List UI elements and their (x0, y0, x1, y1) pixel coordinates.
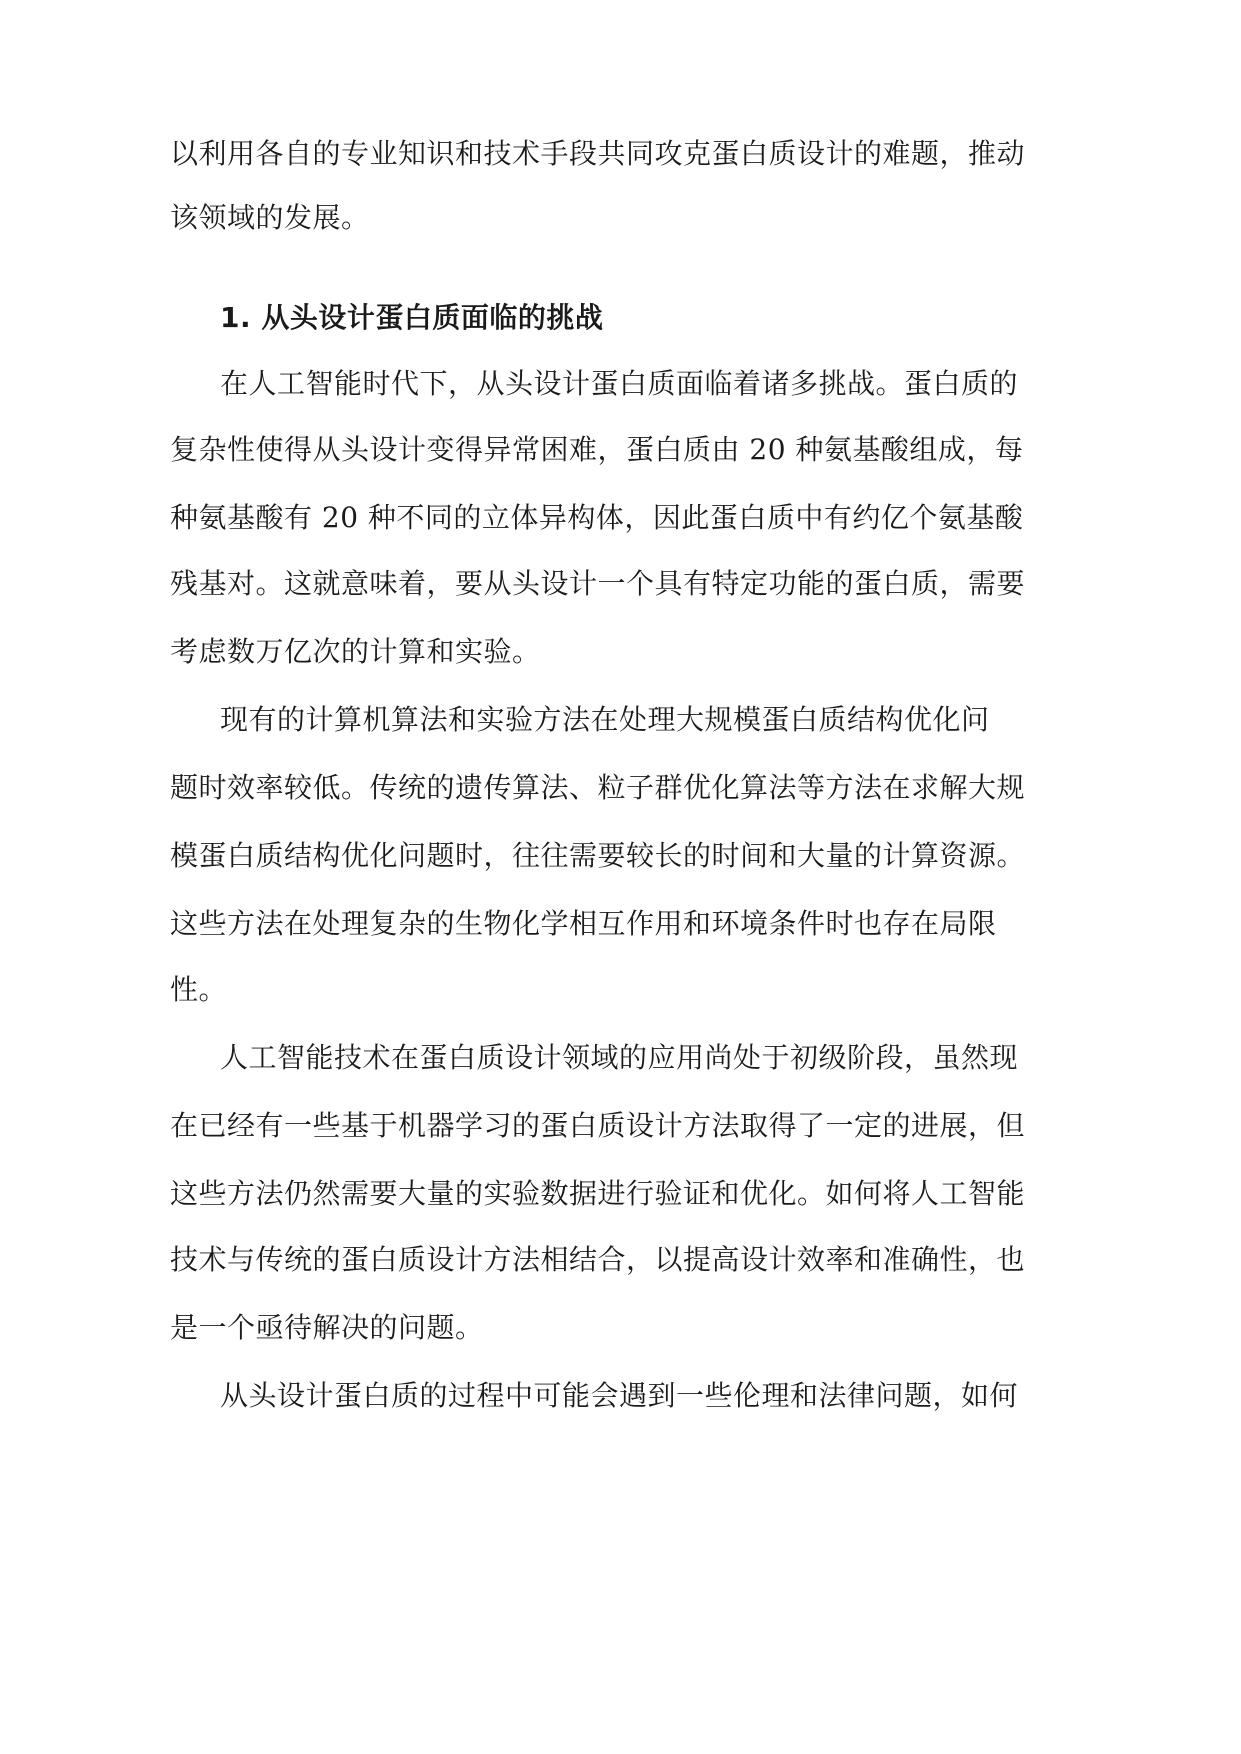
paragraph-line: 从头设计蛋白质的过程中可能会遇到一些伦理和法律问题，如何 (220, 1379, 1019, 1412)
paragraph-line: 这些方法在处理复杂的生物化学相互作用和环境条件时也存在局限 (170, 907, 997, 940)
paragraph-line: 残基对。这就意味着，要从头设计一个具有特定功能的蛋白质，需要 (170, 567, 1026, 600)
paragraph-line: 题时效率较低。传统的遗传算法、粒子群优化算法等方法在求解大规 (170, 771, 1026, 804)
paragraph-line: 现有的计算机算法和实验方法在处理大规模蛋白质结构优化问 (220, 703, 990, 736)
section-heading: 1. 从头设计蛋白质面临的挑战 (220, 301, 604, 334)
paragraph-line: 人工智能技术在蛋白质设计领域的应用尚处于初级阶段，虽然现 (220, 1041, 1019, 1074)
paragraph-line: 复杂性使得从头设计变得异常困难，蛋白质由 20 种氨基酸组成，每 (170, 433, 1024, 466)
paragraph-line: 是一个亟待解决的问题。 (170, 1311, 484, 1344)
paragraph-line: 性。 (170, 973, 228, 1006)
paragraph-line: 技术与传统的蛋白质设计方法相结合，以提高设计效率和准确性，也 (170, 1243, 1026, 1276)
paragraph-line: 模蛋白质结构优化问题时，往往需要较长的时间和大量的计算资源。 (170, 839, 1026, 872)
paragraph-line: 该领域的发展。 (170, 201, 370, 234)
paragraph-line: 在人工智能时代下，从头设计蛋白质面临着诸多挑战。蛋白质的 (220, 367, 1019, 400)
paragraph-line: 在已经有一些基于机器学习的蛋白质设计方法取得了一定的进展，但 (170, 1109, 1026, 1142)
paragraph-line: 以利用各自的专业知识和技术手段共同攻克蛋白质设计的难题，推动 (170, 137, 1026, 170)
paragraph-line: 种氨基酸有 20 种不同的立体异构体，因此蛋白质中有约亿个氨基酸 (170, 501, 1024, 534)
paragraph-line: 考虑数万亿次的计算和实验。 (170, 635, 541, 668)
paragraph-line: 这些方法仍然需要大量的实验数据进行验证和优化。如何将人工智能 (170, 1177, 1026, 1210)
